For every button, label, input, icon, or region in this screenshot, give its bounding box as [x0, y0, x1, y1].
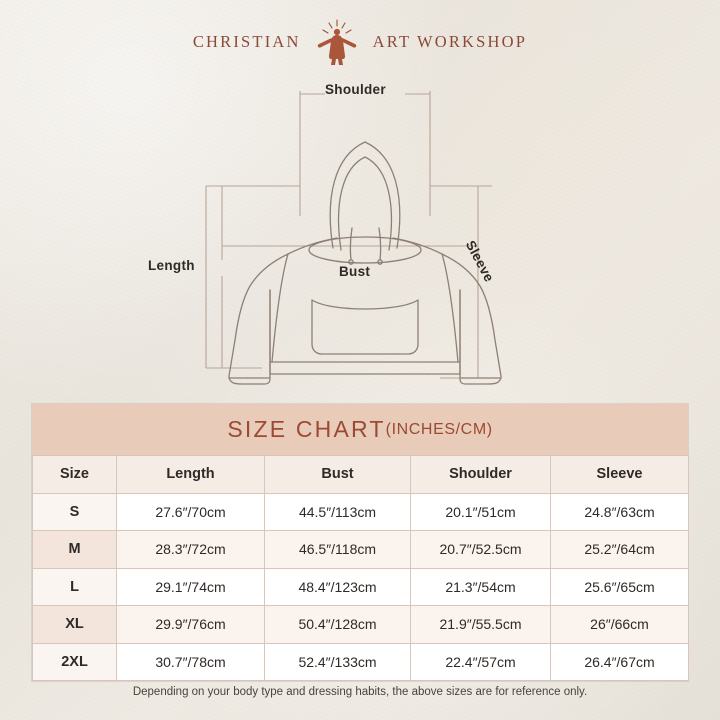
table-row: [33, 531, 689, 569]
size-chart-title: [32, 404, 688, 455]
size-chart: [32, 404, 688, 681]
size-chart-title-main: SIZE CHART: [227, 416, 386, 442]
cell-sleeve: 25.2″/64cm: [551, 531, 689, 569]
cell-bust: 50.4″/128cm: [265, 606, 411, 644]
size-chart-title-units: (INCHES/CM): [385, 420, 493, 438]
label-sleeve: Sleeve: [462, 238, 497, 285]
cell-sleeve: 26.4″/67cm: [551, 643, 689, 681]
cell-sleeve: 26″/66cm: [551, 606, 689, 644]
disclaimer-note: Depending on your body type and dressing habits, the above sizes are for reference only.: [132, 686, 588, 698]
table-row: [33, 606, 689, 644]
cell-length: 29.9″/76cm: [117, 606, 265, 644]
garment-illustration: [0, 78, 720, 398]
cell-bust: 48.4″/123cm: [265, 568, 411, 606]
column-header-sleeve: Sleeve: [551, 456, 689, 494]
hoodie-line-drawing: [0, 78, 720, 398]
cell-length: 29.1″/74cm: [117, 568, 265, 606]
cell-size: S: [33, 493, 117, 531]
cell-size: M: [33, 531, 117, 569]
cell-size: 2XL: [33, 643, 117, 681]
table-row: [33, 568, 689, 606]
column-header-size: Size: [33, 456, 117, 494]
brand-name-left: CHRISTIAN: [192, 32, 301, 51]
christ-figure-logo-icon: [311, 16, 363, 68]
table-row: [33, 643, 689, 681]
cell-length: 27.6″/70cm: [117, 493, 265, 531]
label-shoulder: Shoulder: [325, 82, 386, 97]
cell-shoulder: 21.3″/54cm: [411, 568, 551, 606]
cell-shoulder: 22.4″/57cm: [411, 643, 551, 681]
brand-header: [0, 16, 720, 68]
column-header-shoulder: Shoulder: [411, 456, 551, 494]
cell-length: 30.7″/78cm: [117, 643, 265, 681]
column-header-length: Length: [117, 456, 265, 494]
brand-name-right: ART WORKSHOP: [372, 32, 528, 51]
table-header-row: [33, 456, 689, 494]
cell-shoulder: 20.1″/51cm: [411, 493, 551, 531]
cell-bust: 44.5″/113cm: [265, 493, 411, 531]
column-header-bust: Bust: [265, 456, 411, 494]
label-bust: Bust: [339, 264, 371, 279]
cell-bust: 46.5″/118cm: [265, 531, 411, 569]
cell-shoulder: 20.7″/52.5cm: [411, 531, 551, 569]
cell-size: XL: [33, 606, 117, 644]
cell-size: L: [33, 568, 117, 606]
size-table: [32, 455, 689, 681]
table-row: [33, 493, 689, 531]
cell-sleeve: 25.6″/65cm: [551, 568, 689, 606]
label-length: Length: [148, 258, 195, 273]
cell-shoulder: 21.9″/55.5cm: [411, 606, 551, 644]
cell-sleeve: 24.8″/63cm: [551, 493, 689, 531]
cell-length: 28.3″/72cm: [117, 531, 265, 569]
cell-bust: 52.4″/133cm: [265, 643, 411, 681]
